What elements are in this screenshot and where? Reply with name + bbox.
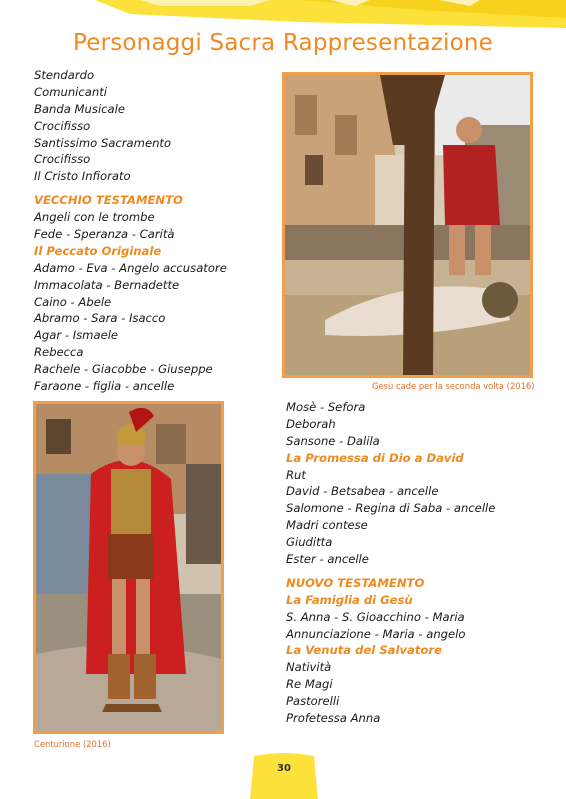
new-testament-item: S. Anna - S. Gioacchino - Maria <box>286 609 465 624</box>
original-sin-heading: Il Peccato Originale <box>34 243 162 258</box>
intro-list <box>34 67 227 185</box>
old-testament-item: Giuditta <box>286 535 333 550</box>
new-testament-item: Re Magi <box>286 677 333 692</box>
characters-list-left <box>34 67 227 395</box>
top-banner-decoration <box>0 0 566 34</box>
old-testament-list-d <box>286 467 495 568</box>
new-testament-item: Profetessa Anna <box>286 711 381 726</box>
new-testament-list-b <box>286 659 495 727</box>
intro-item: Santissimo Sacramento <box>34 135 172 150</box>
old-testament-list-b <box>34 260 227 395</box>
centurion-illustration <box>36 404 221 731</box>
new-testament-item: Natività <box>286 660 332 675</box>
centurion-caption: Centurione (2016) <box>34 739 111 749</box>
old-testament-item: Fede - Speranza - Carità <box>34 227 175 242</box>
new-testament-list-a <box>286 609 495 643</box>
jesus-falls-photo <box>282 72 533 378</box>
intro-item: Banda Musicale <box>34 101 126 116</box>
page-number: 30 <box>277 763 291 774</box>
old-testament-heading: VECCHIO TESTAMENTO <box>34 193 183 208</box>
old-testament-item: Agar - Ismaele <box>34 328 119 343</box>
old-testament-item: Rut <box>286 467 306 482</box>
old-testament-item: Caino - Abele <box>34 294 112 309</box>
old-testament-item: David - Betsabea - ancelle <box>286 484 439 499</box>
old-testament-item: Salomone - Regina di Saba - ancelle <box>286 501 496 516</box>
old-testament-item: Sansone - Dalila <box>286 433 380 448</box>
old-testament-item: Mosè - Sefora <box>286 400 366 414</box>
old-testament-item: Ester - ancelle <box>286 552 369 567</box>
centurion-photo <box>33 401 224 734</box>
intro-item: Il Cristo Infiorato <box>34 169 131 184</box>
intro-item: Stendardo <box>34 68 95 82</box>
intro-item: Crocifisso <box>34 152 91 167</box>
jesus-falls-illustration <box>285 75 530 375</box>
intro-item: Comunicanti <box>34 84 107 99</box>
new-testament-item: Annunciazione - Maria - angelo <box>286 626 466 641</box>
family-heading: La Famiglia di Gesù <box>286 592 413 607</box>
page-number-tab <box>248 752 320 799</box>
old-testament-item: Rachele - Giacobbe - Giuseppe <box>34 362 213 377</box>
old-testament-item: Deborah <box>286 416 336 431</box>
old-testament-list-a <box>34 209 227 243</box>
page-title: Personaggi Sacra Rappresentazione <box>72 30 494 56</box>
old-testament-item: Rebecca <box>34 345 84 360</box>
old-testament-item: Adamo - Eva - Angelo accusatore <box>34 260 227 275</box>
promise-heading: La Promessa di Dio a David <box>286 450 464 465</box>
savior-heading: La Venuta del Salvatore <box>286 643 442 658</box>
jesus-falls-caption: Gesù cade per la seconda volta (2016) <box>372 381 535 391</box>
old-testament-item: Faraone - figlia - ancelle <box>34 379 175 394</box>
old-testament-item: Madri contese <box>286 518 368 533</box>
intro-item: Crocifisso <box>34 118 91 133</box>
old-testament-item: Angeli con le trombe <box>34 210 155 225</box>
characters-list-right <box>286 399 495 727</box>
new-testament-heading: NUOVO TESTAMENTO <box>286 575 425 590</box>
old-testament-item: Immacolata - Bernadette <box>34 277 180 292</box>
new-testament-item: Pastorelli <box>286 694 340 709</box>
old-testament-list-c <box>286 399 495 450</box>
old-testament-item: Abramo - Sara - Isacco <box>34 311 166 326</box>
